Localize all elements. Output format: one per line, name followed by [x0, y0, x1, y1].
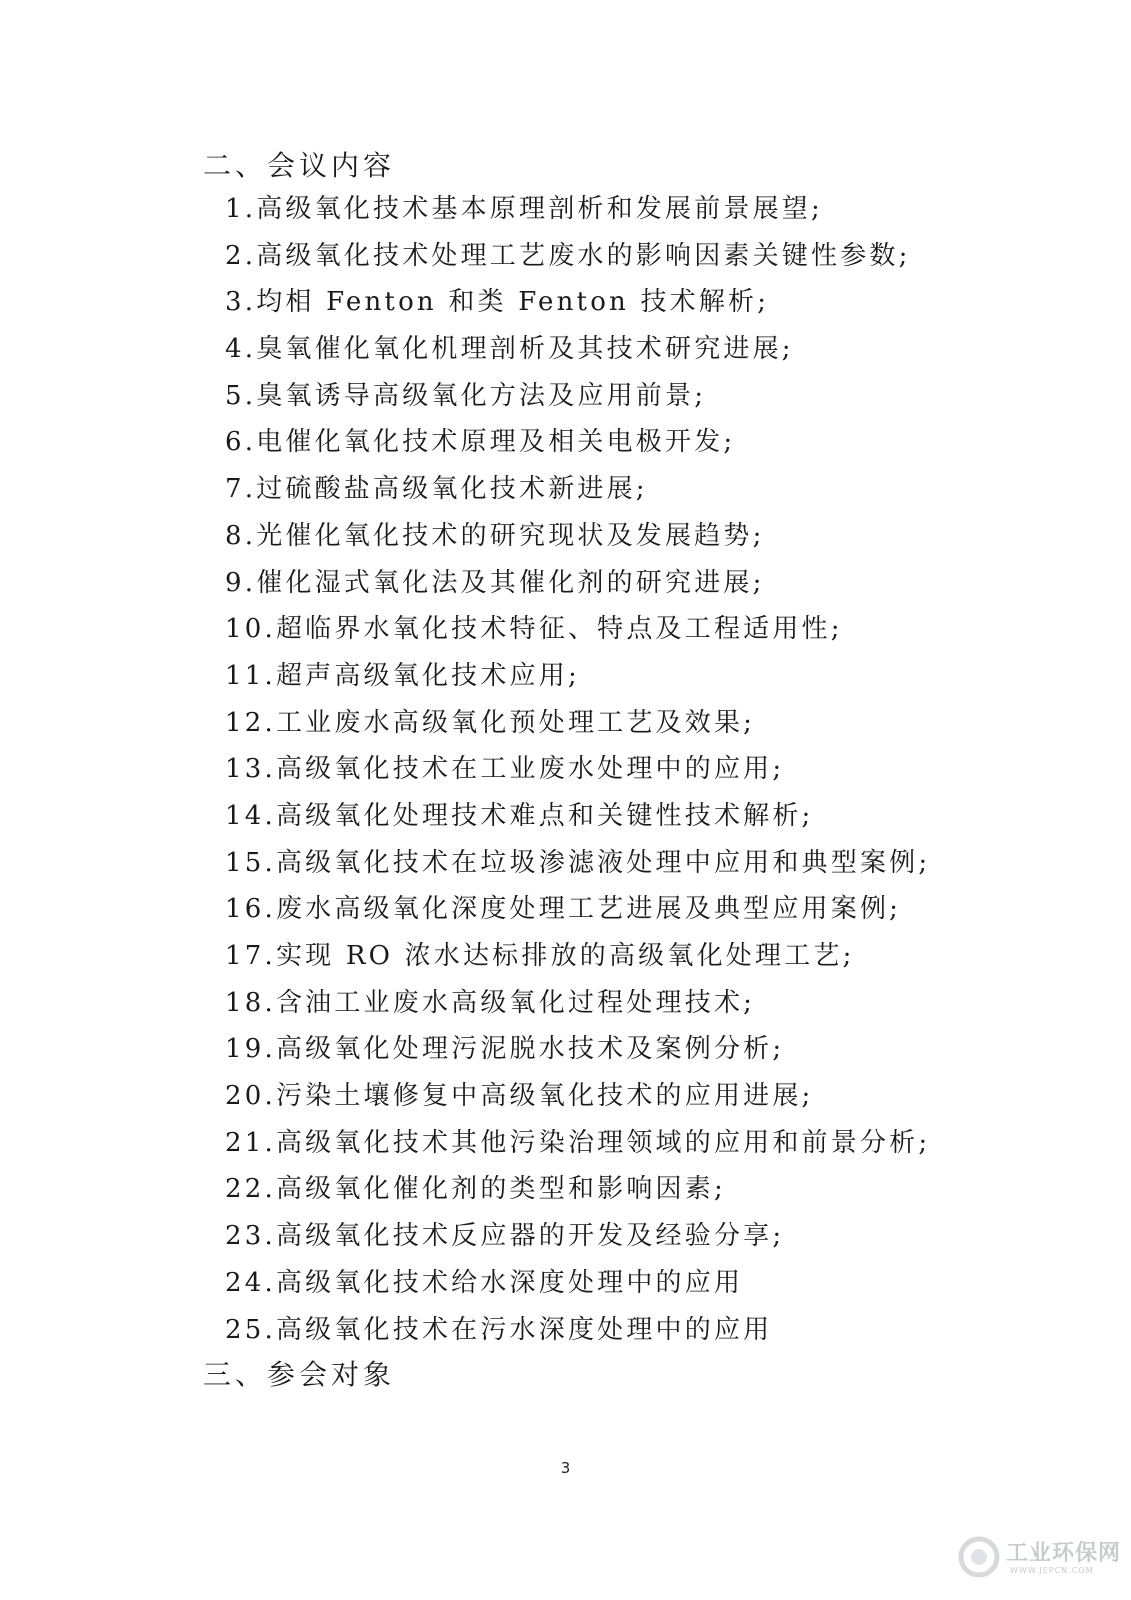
- list-item: 25.高级氧化技术在污水深度处理中的应用: [225, 1314, 773, 1345]
- list-item: 10.超临界水氧化技术特征、特点及工程适用性;: [225, 614, 843, 645]
- list-item: 12.工业废水高级氧化预处理工艺及效果;: [225, 707, 756, 738]
- watermark-url: WWW.JEPCN.COM: [1010, 1566, 1094, 1575]
- list-item: 1.高级氧化技术基本原理剖析和发展前景展望;: [225, 194, 823, 224]
- list-item: 21.高级氧化技术其他污染治理领域的应用和前景分析;: [225, 1127, 931, 1158]
- watermark-name: 工业环保网: [1006, 1541, 1122, 1566]
- watermark: [958, 1530, 1128, 1590]
- meeting-topics-list: [225, 193, 930, 1360]
- jepcn-logo-icon: [958, 1536, 1000, 1578]
- list-item: 15.高级氧化技术在垃圾渗滤液处理中应用和典型案例;: [225, 847, 931, 878]
- list-item: 3.均相 Fenton 和类 Fenton 技术解析;: [225, 287, 770, 318]
- list-item: 22.高级氧化催化剂的类型和影响因素;: [225, 1174, 726, 1205]
- list-item: 9.催化湿式氧化法及其催化剂的研究进展;: [225, 567, 765, 598]
- list-item: 24.高级氧化技术给水深度处理中的应用: [225, 1267, 744, 1298]
- list-item: 16.废水高级氧化深度处理工艺进展及典型应用案例;: [225, 894, 902, 925]
- list-item: 7.过硫酸盐高级氧化技术新进展;: [225, 474, 648, 505]
- list-item: 11.超声高级氧化技术应用;: [225, 660, 580, 691]
- page-number: 3: [560, 1459, 571, 1477]
- section-heading-meeting-content: 二、会议内容: [203, 149, 396, 182]
- list-item: 5.臭氧诱导高级氧化方法及应用前景;: [225, 380, 707, 411]
- list-item: 23.高级氧化技术反应器的开发及经验分享;: [225, 1221, 785, 1252]
- list-item: 2.高级氧化技术处理工艺废水的影响因素关键性参数;: [225, 240, 911, 271]
- section-heading-attendees: 三、参会对象: [203, 1358, 396, 1391]
- list-item: 18.含油工业废水高级氧化过程处理技术;: [225, 987, 756, 1018]
- list-item: 4.臭氧催化氧化机理剖析及其技术研究进展;: [225, 334, 794, 365]
- list-item: 17.实现 RO 浓水达标排放的高级氧化处理工艺;: [225, 941, 855, 971]
- list-item: 6.电催化氧化技术原理及相关电极开发;: [225, 427, 736, 458]
- list-item: 13.高级氧化技术在工业废水处理中的应用;: [225, 754, 785, 785]
- list-item: 14.高级氧化处理技术难点和关键性技术解析;: [225, 800, 814, 831]
- list-item: 8.光催化氧化技术的研究现状及发展趋势;: [225, 520, 765, 551]
- list-item: 19.高级氧化处理污泥脱水技术及案例分析;: [225, 1034, 785, 1065]
- list-item: 20.污染土壤修复中高级氧化技术的应用进展;: [225, 1081, 814, 1112]
